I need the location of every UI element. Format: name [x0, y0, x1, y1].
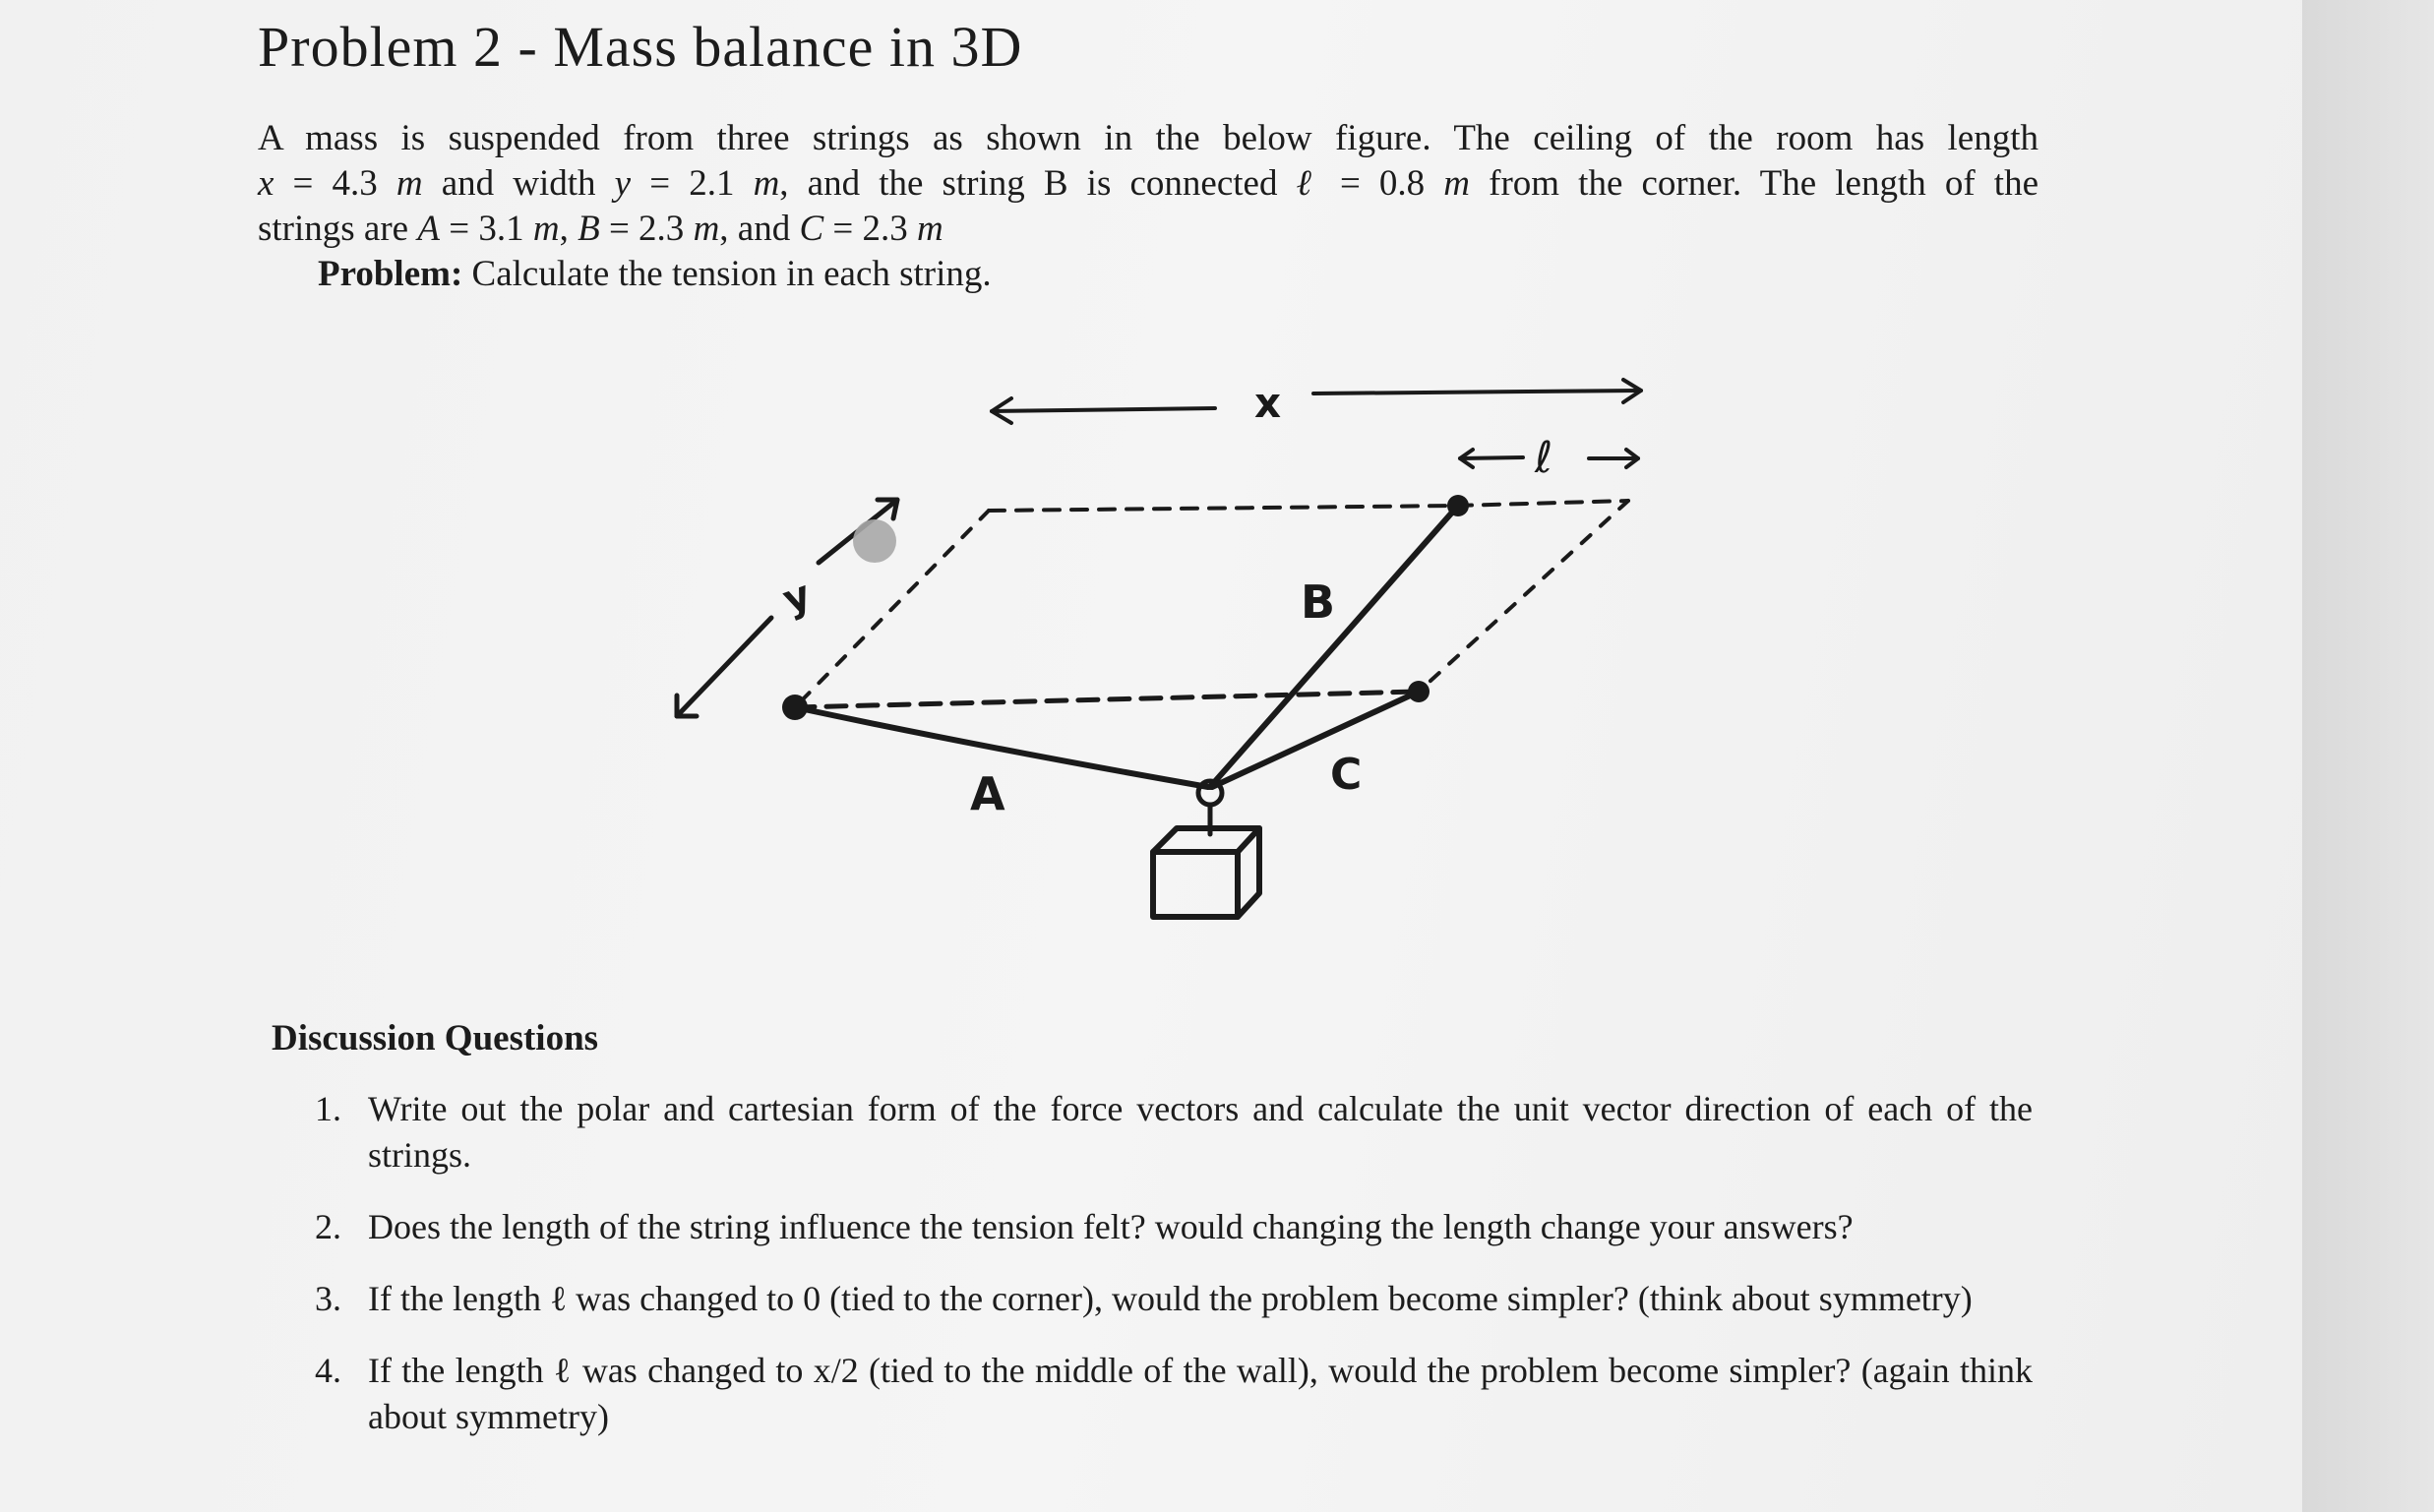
ceiling-back-edge-right	[1456, 501, 1628, 506]
string-c-label: C	[1330, 750, 1363, 800]
x-label: x	[1254, 379, 1282, 427]
problem-label: Problem:	[318, 254, 463, 294]
discussion-title: Discussion Questions	[272, 1018, 599, 1058]
list-item: 4. If the length ℓ was changed to x/2 (tied to the middle of the wall), would the problem become simpler? (again think about symmetry)	[315, 1351, 2033, 1436]
problem-statement	[258, 116, 2038, 252]
list-item: 3. If the length ℓ was changed to 0 (tied to the corner), would the problem become simpler? (think about symmetry)	[315, 1279, 1973, 1318]
x-arrow-right	[1313, 391, 1641, 393]
gray-dot	[853, 519, 896, 563]
mass-balance-figure	[630, 354, 1673, 944]
ceiling-front-edge	[795, 692, 1419, 707]
statement-line-3: strings are A = 3.1 m, B = 2.3 m, and C = 2.3 m	[258, 209, 943, 249]
anchor-a	[782, 695, 808, 720]
list-item: 2. Does the length of the string influence the tension felt? would changing the length change your answers?	[315, 1207, 1854, 1246]
mass-box-front	[1153, 852, 1238, 917]
problem-title: Problem 2 - Mass balance in 3D	[258, 15, 1023, 79]
l-arrow-left	[1460, 457, 1523, 458]
y-arrow-down	[677, 618, 771, 716]
anchor-c	[1408, 681, 1430, 702]
x-arrow-left	[992, 408, 1215, 411]
discussion-list	[315, 1086, 2033, 1466]
string-b-line	[1210, 506, 1458, 787]
string-b-label: B	[1301, 575, 1336, 629]
ceiling-right-edge	[1419, 501, 1628, 692]
y-label: y	[776, 572, 818, 624]
page-edge	[2302, 0, 2434, 1512]
ceiling-back-edge	[989, 506, 1456, 511]
problem-text: Calculate the tension in each string.	[462, 254, 992, 294]
mass-box-top	[1153, 828, 1259, 852]
statement-line-1: A mass is suspended from three strings as shown in the below figure. The ceiling of the room has length	[258, 118, 2038, 158]
problem-task	[318, 253, 992, 295]
list-item: 1. Write out the polar and cartesian form of the force vectors and calculate the unit vector direction of each of the strings.	[315, 1089, 2033, 1175]
string-c-line	[1212, 692, 1419, 787]
string-a-label: A	[970, 767, 1005, 820]
statement-line-2: x = 4.3 m and width y = 2.1 m, and the string B is connected ℓ = 0.8 m from the corner. The length of the	[258, 163, 2038, 204]
l-label: ℓ	[1535, 433, 1553, 483]
anchor-b	[1447, 495, 1469, 516]
